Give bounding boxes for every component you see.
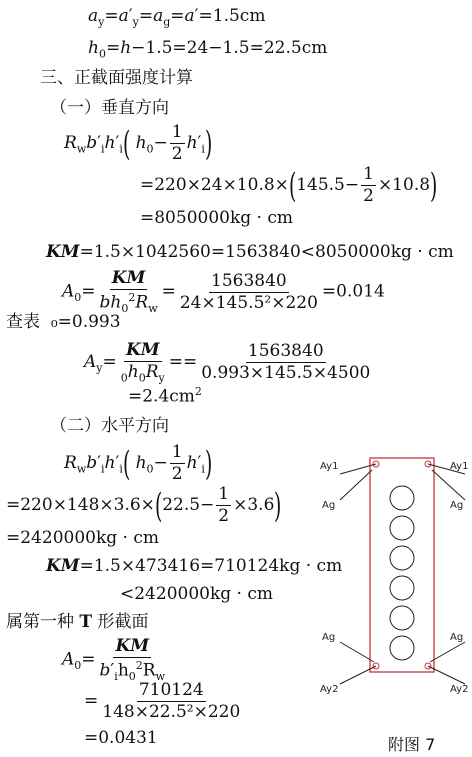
leader-ay2-left [340, 666, 376, 684]
eq-a0-horizontal-sub: = $\frac{710124}{\text{148×22.5²×220}}$ [84, 680, 241, 722]
hole-6 [390, 636, 414, 660]
eq-ay-result: $=2.4cm^2$ [128, 385, 202, 407]
eq-vertical-result: =8050000kg · cm [140, 208, 293, 228]
label-ag-top-right: Ag [450, 500, 464, 511]
eq-a0-horizontal: $A_0=$ $\frac{KM}{b'_ih_0^2R_w}$ [62, 636, 166, 684]
subsection-vertical: （一）垂直方向 [50, 98, 169, 118]
hole-3 [390, 546, 414, 570]
eq-km-vertical: KM=1.5×1042560=1563840<8050000kg · cm [46, 242, 454, 262]
hole-4 [390, 576, 414, 600]
eq-km-horizontal: KM=1.5×473416=710124kg · cm [46, 556, 343, 576]
hole-2 [390, 516, 414, 540]
eq-ay: $A_y=$ $\frac{KM}{_0h_0R_y}$ == $\frac{1563840}{0.993\times 145.5\times 4500}$ [84, 340, 371, 385]
eq-horizontal-substitution: =220×148×3.6×(22.5− $\frac{1}{2}$ ×3.6) [6, 484, 282, 526]
eq-section-type: 属第一种 T 形截面 [6, 612, 149, 632]
eq-moment-capacity-vertical: $R_wb'_ih'_i$( $h_0-$ $\frac{1}{2}$ $h'_i$) [64, 122, 213, 164]
eq-a0-horizontal-result: =0.0431 [84, 728, 158, 748]
label-ag-bot-left: Ag [322, 632, 336, 643]
label-ag-top-left: Ag [322, 500, 336, 511]
figure-caption: 附图 7 [388, 735, 436, 754]
eq-km-comparison: <2420000kg · cm [120, 584, 273, 604]
eq-horizontal-result: =2420000kg · cm [6, 528, 159, 548]
label-ay1-left: Ay1 [320, 461, 339, 472]
eq-vertical-substitution: =220×24×10.8×(145.5− $\frac{1}{2}$ ×10.8) [140, 164, 438, 206]
label-ay1-right: Ay1 [450, 461, 469, 472]
eq-moment-capacity-horizontal: $R_wb'_ih'_i$( $h_0-$ $\frac{1}{2}$ $h'_i$) [64, 442, 213, 484]
leader-ag-bot-right [430, 642, 465, 662]
leader-ag-top-left [340, 470, 372, 500]
leader-ag-top-right [432, 470, 465, 500]
section-heading-3: 三、正截面强度计算 [40, 68, 193, 88]
section-outline [370, 458, 434, 672]
eq-h0: $h_0=h-1.5=24-1.5=22.5cm$ [88, 38, 328, 61]
hole-5 [390, 606, 414, 630]
hole-1 [390, 486, 414, 510]
eq-a-values: $a_y=a'_y=a_g=a'=1.5cm$ [88, 6, 266, 29]
eq-a0-vertical: $A_0=$ $\frac{KM}{bh_0^2R_w}$ = $\frac{1563840}{\text{24×145.5²×220}}$ =0.014 [62, 268, 385, 316]
label-ay2-left: Ay2 [320, 684, 339, 695]
label-ay2-right: Ay2 [450, 684, 469, 695]
subsection-horizontal: （二）水平方向 [50, 416, 169, 436]
cross-section-figure [300, 452, 472, 702]
leader-ay2-right [428, 666, 465, 684]
label-ag-bot-right: Ag [450, 632, 464, 643]
eq-table-lookup: 查表 ₀=0.993 [6, 312, 121, 332]
leader-ag-bot-left [340, 642, 374, 662]
